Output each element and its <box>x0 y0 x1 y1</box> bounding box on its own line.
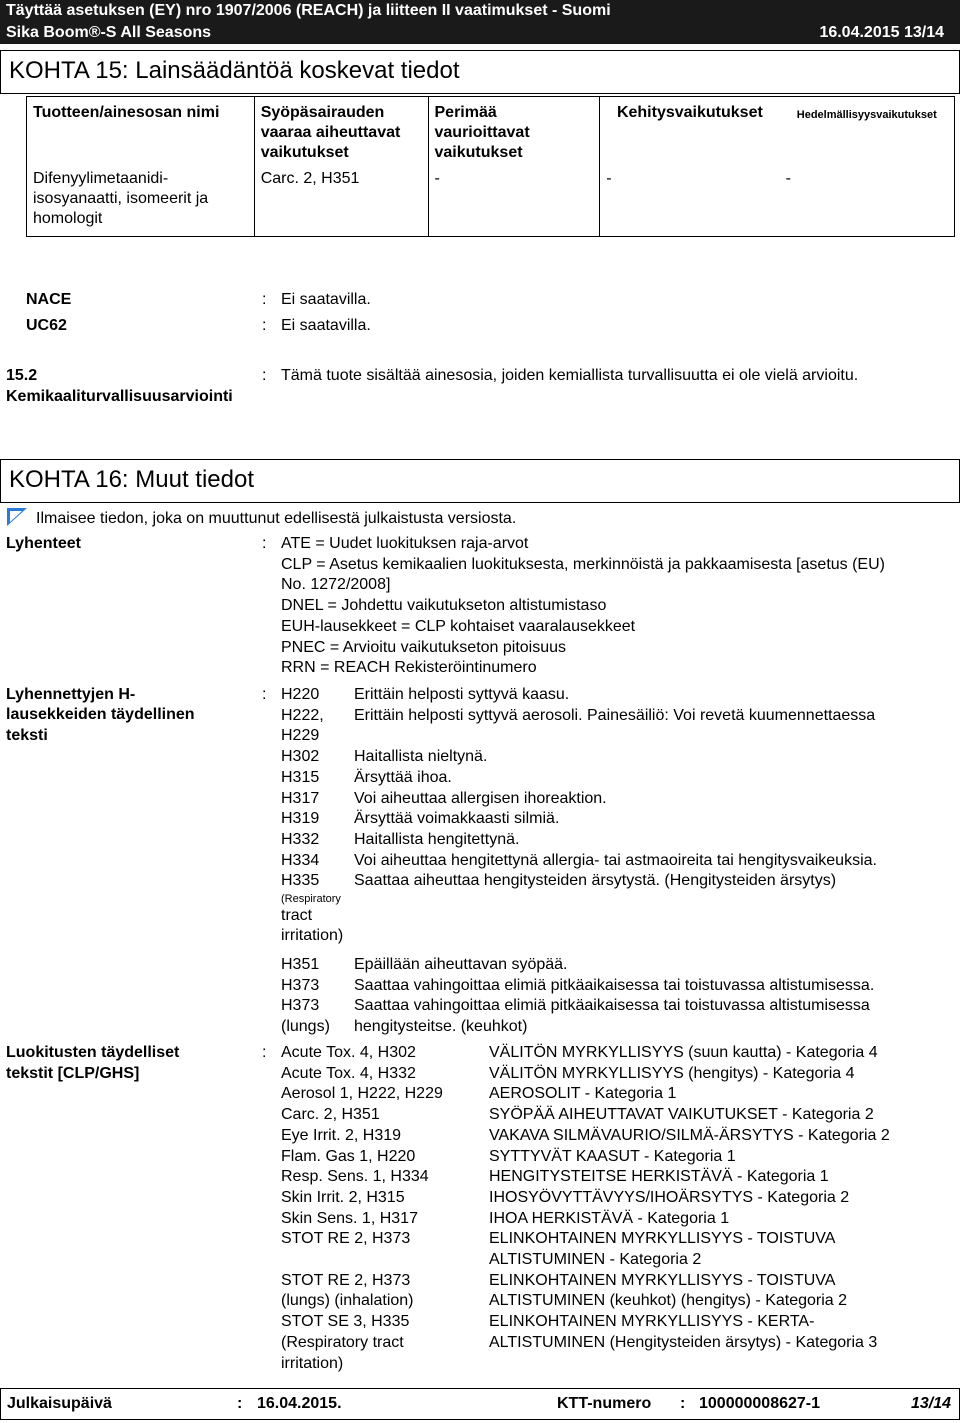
clp-text: SYTTYVÄT KAASUT - Kategoria 1 <box>489 1147 736 1165</box>
abbreviation-line: DNEL = Johdettu vaikutukseton altistumistaso <box>281 597 607 615</box>
h-code: H335 <box>281 872 320 890</box>
abbreviation-line: CLP = Asetus kemikaalien luokituksesta, merkinnöistä ja pakkaamisesta [asetus (EU) <box>281 555 885 573</box>
table-header-cell: Perimää vaurioittavat vaikutukset <box>428 97 600 167</box>
h-code: H222, <box>281 706 324 724</box>
header-date-page: 16.04.2015 13/14 <box>819 24 944 41</box>
clp-code: STOT RE 2, H373 <box>281 1230 411 1248</box>
h-code: H334 <box>281 851 320 869</box>
h-code: H220 <box>281 686 320 703</box>
h-text: Saattaa aiheuttaa hengitysteiden ärsytystä. (Hengitysteiden ärsytys) <box>354 872 837 890</box>
clp-text: IHOSYÖVYTTÄVYYS/IHOÄRSYTYS - Kategoria 2 <box>489 1188 850 1206</box>
h-code: H302 <box>281 748 320 766</box>
footer <box>0 1388 960 1420</box>
h-code: H319 <box>281 810 320 828</box>
h-code: (lungs) <box>281 1018 330 1036</box>
colon: : <box>237 1395 243 1412</box>
section-15-title: KOHTA 15: Lainsäädäntöä koskevat tiedot <box>0 50 960 94</box>
abbreviations-label: Lyhenteet <box>6 535 81 552</box>
h-code: H351 <box>281 956 320 973</box>
h-statements-label: teksti <box>6 727 48 744</box>
footer-date-label: Julkaisupäivä <box>7 1395 112 1412</box>
h-statements-label: Lyhennettyjen H- <box>6 686 136 703</box>
table-header-cell: Hedelmällisyysvaikutukset <box>780 97 955 167</box>
h-text: Ärsyttää voimakkaasti silmiä. <box>354 810 560 828</box>
table-header-cell: Kehitysvaikutukset <box>600 97 780 167</box>
chem-safety-value: Tämä tuote sisältää ainesosia, joiden kemiallista turvallisuutta ei ole vielä arvioitu. <box>281 367 859 384</box>
h-text: Erittäin helposti syttyvä kaasu. <box>354 686 570 703</box>
h-code: H317 <box>281 789 320 807</box>
clp-code: STOT SE 3, H335 <box>281 1313 410 1331</box>
table-cell: Carc. 2, H351 <box>254 167 428 237</box>
h-code: H373 <box>281 997 320 1015</box>
clp-text: ELINKOHTAINEN MYRKYLLISYYS - KERTA- <box>489 1313 815 1331</box>
chem-safety-label-number: 15.2 <box>6 367 38 384</box>
clp-code: Acute Tox. 4, H332 <box>281 1064 416 1082</box>
uc62-label: UC62 <box>26 317 67 334</box>
h-text: Ärsyttää ihoa. <box>354 768 452 786</box>
nace-label: NACE <box>26 291 72 308</box>
abbreviation-line: PNEC = Arvioitu vaikutukseton pitoisuus <box>281 638 567 656</box>
clp-code: irritation) <box>281 1354 344 1372</box>
clp-text: AEROSOLIT - Kategoria 1 <box>489 1085 677 1103</box>
uc62-value: Ei saatavilla. <box>281 317 371 334</box>
colon: : <box>262 535 267 552</box>
clp-code: Eye Irrit. 2, H319 <box>281 1126 402 1144</box>
colon: : <box>262 686 267 703</box>
product-header <box>0 22 960 44</box>
table-cell: Difenyylimetaanidi-isosyanaatti, isomeerit ja homologit <box>27 167 255 237</box>
clp-text: ELINKOHTAINEN MYRKYLLISYYS - TOISTUVA <box>489 1230 836 1248</box>
regulation-header: Täyttää asetuksen (EY) nro 1907/2006 (REACH) ja liitteen II vaatimukset - Suomi <box>0 0 960 22</box>
h-text: Haitallista hengitettynä. <box>354 830 520 848</box>
h-text: Voi aiheuttaa allergisen ihoreaktion. <box>354 789 607 807</box>
h-code: H315 <box>281 768 320 786</box>
h-code: H229 <box>281 727 320 745</box>
clp-text: IHOA HERKISTÄVÄ - Kategoria 1 <box>489 1209 730 1227</box>
abbreviation-line: ATE = Uudet luokituksen raja-arvot <box>281 535 529 552</box>
clp-text: SYÖPÄÄ AIHEUTTAVAT VAIKUTUKSET - Kategoria 2 <box>489 1106 874 1124</box>
clp-text: VAKAVA SILMÄVAURIO/SILMÄ-ÄRSYTYS - Kategoria 2 <box>489 1126 890 1144</box>
clp-text: HENGITYSTEITSE HERKISTÄVÄ - Kategoria 1 <box>489 1168 829 1186</box>
footer-ktt-value: 100000008627-1 <box>699 1395 821 1412</box>
abbreviation-line: EUH-lausekkeet = CLP kohtaiset vaaralausekkeet <box>281 617 636 635</box>
table-header-cell: Syöpäsairauden vaaraa aiheuttavat vaikutukset <box>254 97 428 167</box>
clp-text: VÄLITÖN MYRKYLLISYYS (suun kautta) - Kategoria 4 <box>489 1044 878 1061</box>
clp-code: Resp. Sens. 1, H334 <box>281 1168 429 1186</box>
clp-code: Acute Tox. 4, H302 <box>281 1044 416 1061</box>
table-cell: - <box>428 167 600 237</box>
clp-code: (lungs) (inhalation) <box>281 1292 414 1310</box>
toxicity-table <box>26 96 955 237</box>
footer-date-value: 16.04.2015. <box>257 1395 342 1412</box>
h-text: Saattaa vahingoittaa elimiä pitkäaikaisessa tai toistuvassa altistumisessa. <box>354 976 875 994</box>
h-statements-label: lausekkeiden täydellinen <box>6 706 195 723</box>
h-code: H373 <box>281 976 320 994</box>
chem-safety-label: Kemikaaliturvallisuusarviointi <box>6 388 233 405</box>
h335-note: (Respiratory <box>281 893 341 905</box>
h-text: Epäillään aiheuttavan syöpää. <box>354 956 568 973</box>
product-name: Sika Boom®-S All Seasons <box>6 24 212 41</box>
clp-text: ALTISTUMINEN (Hengitysteiden ärsytys) - Kategoria 3 <box>489 1333 878 1351</box>
nace-value: Ei saatavilla. <box>281 291 371 308</box>
abbreviation-line: No. 1272/2008] <box>281 576 391 594</box>
table-header-cell: Tuotteen/ainesosan nimi <box>27 97 255 167</box>
clp-label: tekstit [CLP/GHS] <box>6 1065 140 1082</box>
clp-code: Carc. 2, H351 <box>281 1106 380 1124</box>
h-text: Voi aiheuttaa hengitettynä allergia- tai astmaoireita tai hengitysvaikeuksia. <box>354 851 877 869</box>
section-16-title: KOHTA 16: Muut tiedot <box>0 459 960 503</box>
clp-text: VÄLITÖN MYRKYLLISYYS (hengitys) - Kategoria 4 <box>489 1064 855 1082</box>
clp-text: ELINKOHTAINEN MYRKYLLISYYS - TOISTUVA <box>489 1271 836 1289</box>
clp-text: ALTISTUMINEN (keuhkot) (hengitys) - Kategoria 2 <box>489 1292 848 1310</box>
table-cell: - <box>780 167 955 237</box>
h-code: H332 <box>281 830 320 848</box>
h-text: Haitallista nieltynä. <box>354 748 488 766</box>
table-cell: - <box>600 167 780 237</box>
change-indicator-text: Ilmaisee tiedon, joka on muuttunut edellisestä julkaistusta versiosta. <box>36 510 517 527</box>
clp-code: (Respiratory tract <box>281 1333 404 1351</box>
abbreviation-line: RRN = REACH Rekisteröintinumero <box>281 659 537 677</box>
clp-text: ALTISTUMINEN - Kategoria 2 <box>489 1251 702 1268</box>
h335-note: irritation) <box>281 927 344 944</box>
colon: : <box>680 1395 686 1412</box>
clp-label: Luokitusten täydelliset <box>6 1044 180 1061</box>
colon: : <box>262 1044 267 1061</box>
clp-code: STOT RE 2, H373 <box>281 1271 411 1289</box>
clp-code: Skin Irrit. 2, H315 <box>281 1188 405 1206</box>
clp-code: Flam. Gas 1, H220 <box>281 1147 416 1165</box>
h335-note: tract <box>281 907 313 924</box>
clp-code: Skin Sens. 1, H317 <box>281 1209 418 1227</box>
clp-code: Aerosol 1, H222, H229 <box>281 1085 443 1103</box>
h-text: Saattaa vahingoittaa elimiä pitkäaikaisessa tai toistuvassa altistumisessa <box>354 997 870 1015</box>
footer-page: 13/14 <box>910 1395 951 1412</box>
h-text: hengitysteitse. (keuhkot) <box>354 1018 528 1036</box>
footer-ktt-label: KTT-numero <box>557 1395 652 1412</box>
h-text: Erittäin helposti syttyvä aerosoli. Painesäiliö: Voi revetä kuumennettaessa <box>354 706 876 724</box>
colon: : <box>262 291 267 308</box>
change-indicator-icon <box>6 507 28 527</box>
colon: : <box>262 367 267 384</box>
colon: : <box>262 317 267 334</box>
